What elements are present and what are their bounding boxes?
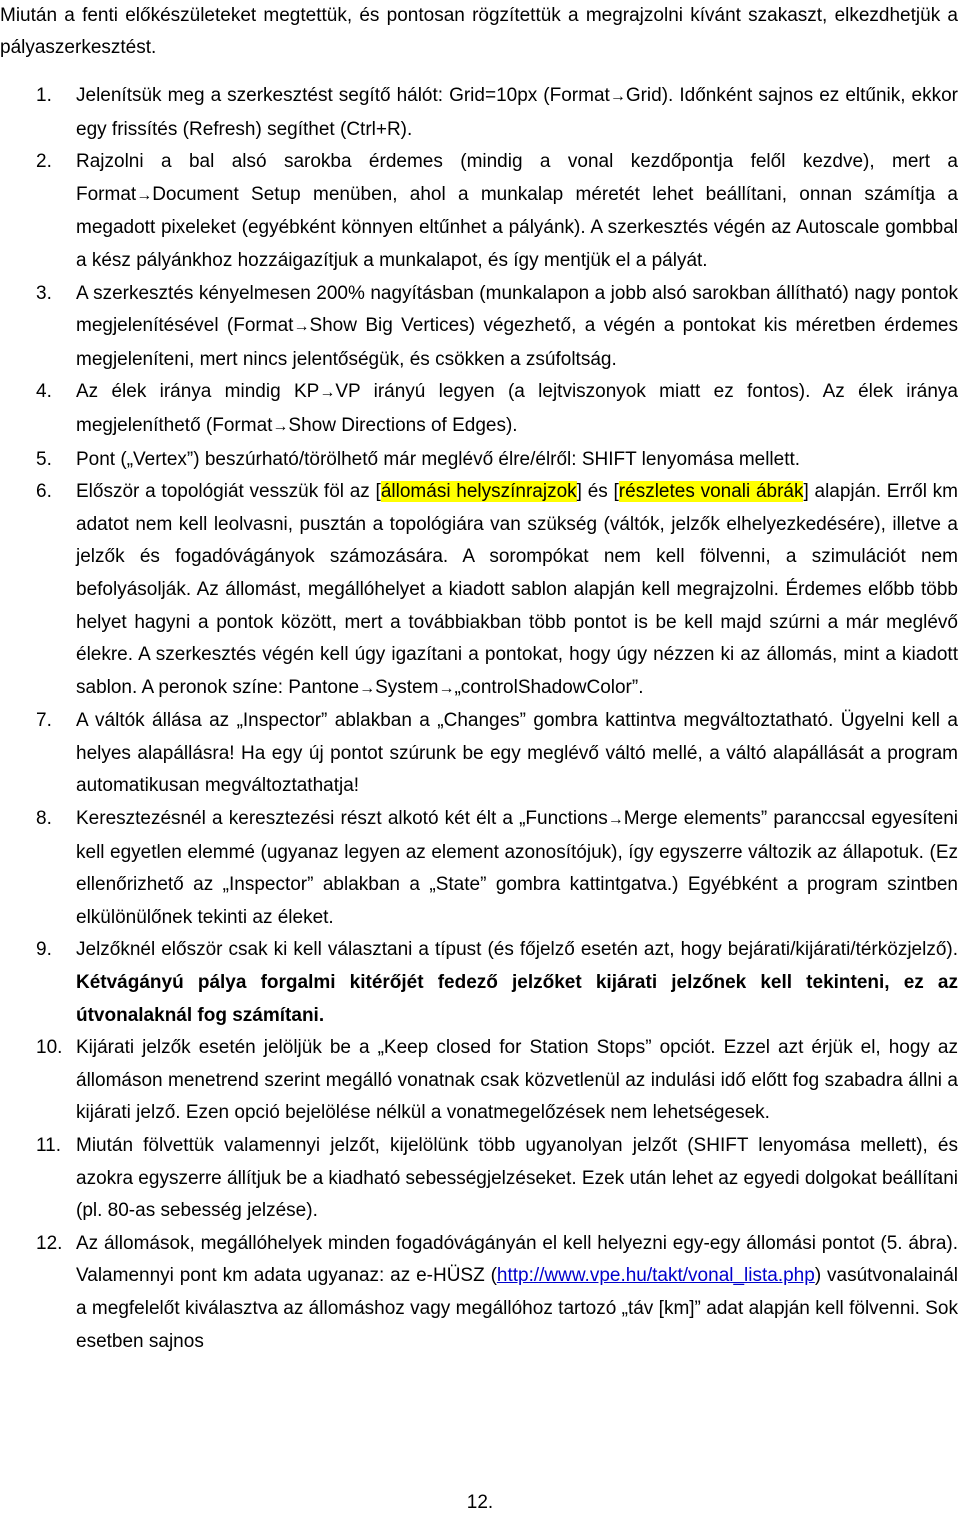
list-item xyxy=(0,1228,958,1358)
page-number: 12. xyxy=(466,1492,494,1513)
item-number: 8. xyxy=(36,808,52,830)
list-item xyxy=(0,278,958,377)
item-text: System xyxy=(375,676,439,698)
list-item xyxy=(0,146,958,277)
arrow-icon: → xyxy=(319,384,336,402)
arrow-icon: → xyxy=(272,417,289,435)
item-text: Az állomások, megállóhelyek minden fogadóvágányán el kell helyezni egy-egy állomási pontot (5. ábra). Valamennyi pont km adata ugyanaz: az e-HÜSZ ( xyxy=(76,1232,958,1287)
item-number: 3. xyxy=(36,282,52,304)
item-text: ] és [ xyxy=(576,481,619,503)
item-text: ] alapján. Erről km adatot nem kell leolvasni, pusztán a topológiára van szükség (váltók, jelzők elhelyezkedésére), illetve a jelzők és fogadóvágányok számozására. A sorompókat nem kell fölvenni, a szimulációt nem befolyásolják. Az állomást, megállóhelyet a kiadott sablon alapján kell megrajzolni. Érdemes előbb több helyet hagyni a pontok között, mert a továbbiakban több pontot is be kell majd szúrni a már meglévő élekre. A szerkesztés végén kell úgy igazítani a pontokat, hogy úgy nézzen ki az állomás, mint a kiadott sablon. A peronok színe: Pantone xyxy=(76,481,958,698)
list-item xyxy=(0,444,958,477)
arrow-icon: → xyxy=(359,679,376,697)
bold-text: Kétvágányú pálya forgalmi kitérőjét fedező jelzőket kijárati jelzőnek kell tekinteni, ez az útvonalaknál fog számítani. xyxy=(76,972,958,1026)
arrow-icon: → xyxy=(609,88,626,105)
item-text: Miután fölvettük valamennyi jelzőt, kijelölünk több ugyanolyan jelzőt (SHIFT lenyomása mellett), és azokra egyszerre állítjuk be a kiadható sebességjelzéseket. Ezek után lehet az egyedi dolgokat beállítani (pl. 80-as sebesség jelzése). xyxy=(76,1135,958,1222)
item-number: 7. xyxy=(36,710,52,732)
item-number: 4. xyxy=(36,381,52,403)
item-text: Először a topológiát vesszük föl az [ xyxy=(76,481,381,503)
item-text: A szerkesztés kényelmesen 200% nagyításban (munkalapon a jobb alsó sarokban állítható) nagy pontok megjelenítésével (Format xyxy=(76,282,958,337)
item-text: „controlShadowColor”. xyxy=(454,676,644,698)
item-text: Show Directions of Edges). xyxy=(288,414,518,436)
item-text: Jelenítsük meg a szerkesztést segítő hálót: Grid=10px (Format xyxy=(76,85,610,106)
list-item xyxy=(0,80,958,146)
item-text: ) vasútvonalainál a megfelelőt kiválasztva az állomáshoz vagy megállóhoz tartozó „táv [km]” adat alapján kell fölvenni. Sok esetben sajnos xyxy=(76,1265,958,1352)
list-item xyxy=(0,1032,958,1130)
item-number: 9. xyxy=(36,939,52,961)
highlighted-reference: részletes vonali ábrák xyxy=(618,481,804,503)
intro-paragraph: Miután a fenti előkészületeket megtettük, és pontosan rögzítettük a megrajzolni kívánt szakaszt, elkezdhetjük a pályaszerkesztést. xyxy=(0,5,958,58)
item-text: Document Setup menüben, ahol a munkalap méretét lehet beállítani, onnan számítja a megadott pixeleket (egyébként könnyen eltűnhet a pályánk). A szerkesztés végén az Autoscale gombbal a kész pályánkhoz hozzáigazítjuk a munkalapot, és így mentjük el a pályát. xyxy=(76,183,958,271)
item-number: 10. xyxy=(36,1037,63,1059)
item-number: 5. xyxy=(36,448,52,470)
item-text: Az élek iránya mindig KP xyxy=(76,381,320,403)
steps-list xyxy=(0,80,958,1358)
list-item xyxy=(0,1130,958,1228)
item-text: Pont („Vertex”) beszúrható/törölhető már meglévő élre/élről: SHIFT lenyomása mellett. xyxy=(76,448,801,470)
arrow-icon: → xyxy=(438,679,455,697)
vonal-lista-link[interactable]: http://www.vpe.hu/takt/vonal_lista.php xyxy=(496,1265,815,1287)
item-number: 2. xyxy=(36,151,52,173)
item-text: Keresztezésnél a keresztezési részt alkotó két élt a „Functions xyxy=(76,808,608,830)
arrow-icon: → xyxy=(136,186,153,204)
list-item xyxy=(0,934,958,1032)
item-text: Kijárati jelzők esetén jelöljük be a „Keep closed for Station Stops” opciót. Ezzel azt érjük el, hogy az állomáson menetrend szerint megálló vonatnak csak közvetlenül az indulási idő előtt fog szabadra állni a kijárati jelző. Ezen opció bejelölése nélkül a vonatmegelőzések nem lehetségesek. xyxy=(76,1037,958,1124)
list-item xyxy=(0,705,958,803)
item-number: 12. xyxy=(36,1232,63,1254)
item-text: Jelzőknél először csak ki kell választani a típust (és főjelző esetén azt, hogy bejárati/kijárati/térközjelző). xyxy=(76,939,958,961)
item-text: Merge elements” paranccsal egyesíteni kell egyetlen elemmé (ugyanaz legyen az element azonosítójuk), így egyszerre változik az állapotuk. (Ez ellenőrizhető az „Inspector” ablakban a „State” gombra kattintgatva.) Egyébként a program szintben elkülönülőnek tekinti az éleket. xyxy=(76,808,958,928)
item-text: Grid). Időnként sajnos ez eltűnik, ekkor egy frissítés (Refresh) segíthet (Ctrl+R). xyxy=(76,85,959,140)
item-number: 6. xyxy=(36,481,52,503)
item-text: VP irányú legyen (a lejtviszonyok miatt ez fontos). Az élek iránya megjeleníthető (Format xyxy=(76,381,959,436)
item-text: Show Big Vertices) végezhető, a végén a pontokat kis méretben érdemes megjeleníteni, mert nincs jelentőségük, és csökken a zsúfoltság. xyxy=(76,315,958,370)
list-item xyxy=(0,376,958,443)
arrow-icon: → xyxy=(607,811,624,829)
item-text: A váltók állása az „Inspector” ablakban a „Changes” gombra kattintva megváltoztatható. Ügyelni kell a helyes alapállásra! Ha egy új pontot szúrunk be egy meglévő váltó mellé, a váltó alapállását a program automatikusan megváltoztathatja! xyxy=(76,710,958,797)
highlighted-reference: állomási helyszínrajzok xyxy=(380,481,577,503)
item-text: Rajzolni a bal alsó sarokba érdemes (mindig a vonal kezdőpontja felől kezdve), mert a Format xyxy=(76,151,958,205)
item-number: 11. xyxy=(36,1135,62,1156)
list-item xyxy=(0,803,958,934)
list-item xyxy=(0,476,958,705)
arrow-icon: → xyxy=(293,318,310,336)
item-number: 1. xyxy=(36,85,52,106)
